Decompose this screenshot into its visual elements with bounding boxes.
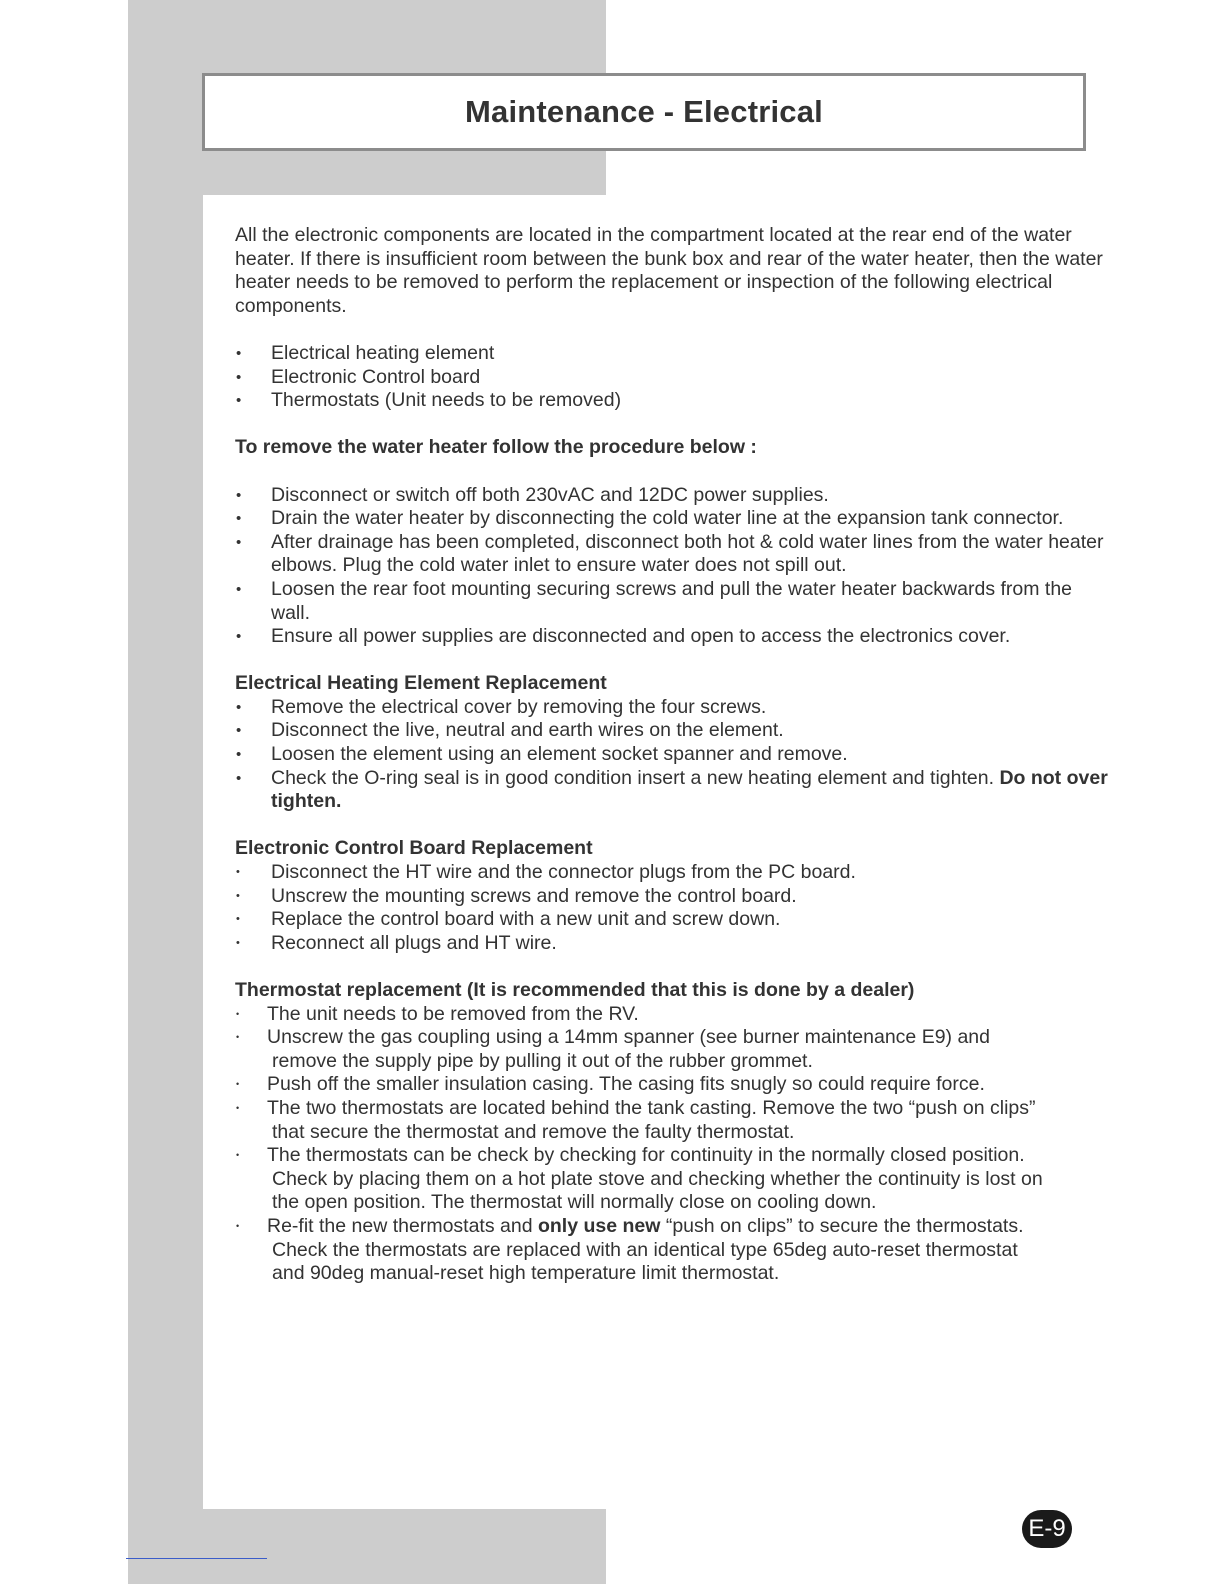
step-text: that secure the thermostat and remove the faulty thermostat.	[272, 1120, 795, 1143]
list-item: • Electronic Control board	[235, 366, 1110, 390]
list-item: • Disconnect the HT wire and the connector plugs from the PC board.	[235, 861, 1110, 885]
step-text: Check the O-ring seal is in good condition insert a new heating element and tighten.	[271, 766, 995, 789]
intro-paragraph: All the electronic components are located in the compartment located at the rear end of the water heater. If there is insufficient room between the bunk box and rear of the water heater, then the water heater needs to be removed to perform the replacement or inspection of the following electrical components.	[235, 224, 1103, 317]
step-text: Push off the smaller insulation casing. The casing fits snugly so could require force.	[267, 1073, 985, 1096]
thermostat-heading: Thermostat replacement (It is recommended that this is done by a dealer)	[235, 979, 915, 1001]
step-text: The thermostats can be check by checking for continuity in the normally closed position.	[267, 1144, 1025, 1167]
body-text	[235, 224, 1110, 1286]
step-text: “push on clips” to secure the thermostats.	[665, 1214, 1024, 1237]
list-item: • After drainage has been completed, disconnect both hot & cold water lines from the water heater elbows. Plug the cold water inlet to ensure water does not spill out.	[235, 531, 1110, 578]
element-replacement-list	[235, 696, 1110, 814]
step-text: The unit needs to be removed from the RV.	[267, 1002, 639, 1025]
list-item: • Ensure all power supplies are disconnected and open to access the electronics cover.	[235, 625, 1110, 649]
components-list	[235, 342, 1110, 413]
footer-link-underline	[126, 1558, 267, 1559]
list-item	[235, 1144, 1110, 1215]
warning-text: Do not over tighten.	[271, 766, 1108, 813]
step-text: The two thermostats are located behind the tank casting. Remove the two “push on clips”	[267, 1096, 1036, 1119]
step-text: Unscrew the gas coupling using a 14mm spanner (see burner maintenance E9) and	[267, 1026, 990, 1049]
list-item: • Loosen the rear foot mounting securing screws and pull the water heater backwards from the wall.	[235, 578, 1110, 625]
step-text: remove the supply pipe by pulling it out of the rubber grommet.	[272, 1049, 813, 1072]
element-replacement-heading: Electrical Heating Element Replacement	[235, 672, 607, 695]
list-item	[235, 1097, 1110, 1144]
list-item	[235, 1073, 1110, 1097]
list-item: • Disconnect or switch off both 230vAC and 12DC power supplies.	[235, 484, 1110, 508]
page-number-badge: E-9	[1022, 1510, 1072, 1548]
thermostat-list	[235, 1003, 1110, 1286]
emphasis-text: only use new	[537, 1214, 661, 1237]
list-item: • Loosen the element using an element socket spanner and remove.	[235, 743, 1110, 767]
list-item: • Reconnect all plugs and HT wire.	[235, 932, 1110, 956]
list-item: • Drain the water heater by disconnecting the cold water line at the expansion tank connector.	[235, 507, 1110, 531]
step-text: the open position. The thermostat will normally close on cooling down.	[272, 1191, 877, 1214]
list-item	[235, 767, 1110, 814]
removal-steps-list	[235, 484, 1110, 649]
list-item	[235, 1003, 1110, 1027]
list-item: • Replace the control board with a new unit and screw down.	[235, 908, 1110, 932]
removal-heading: To remove the water heater follow the procedure below :	[235, 436, 757, 459]
control-board-heading: Electronic Control Board Replacement	[235, 837, 593, 860]
step-text: Re-fit the new thermostats and	[267, 1214, 533, 1237]
page-title: Maintenance - Electrical	[465, 94, 823, 129]
step-text: Check the thermostats are replaced with an identical type 65deg auto-reset thermostat	[272, 1238, 1018, 1261]
list-item: • Thermostats (Unit needs to be removed)	[235, 389, 1110, 413]
step-text: Check by placing them on a hot plate stove and checking whether the continuity is lost on	[272, 1167, 1043, 1190]
step-text: and 90deg manual-reset high temperature limit thermostat.	[272, 1262, 780, 1285]
control-board-list	[235, 861, 1110, 955]
list-item	[235, 1026, 1110, 1073]
list-item: • Electrical heating element	[235, 342, 1110, 366]
list-item: • Remove the electrical cover by removing the four screws.	[235, 696, 1110, 720]
list-item	[235, 1215, 1110, 1286]
list-item: • Unscrew the mounting screws and remove the control board.	[235, 885, 1110, 909]
list-item: • Disconnect the live, neutral and earth wires on the element.	[235, 719, 1110, 743]
title-box	[202, 73, 1086, 151]
